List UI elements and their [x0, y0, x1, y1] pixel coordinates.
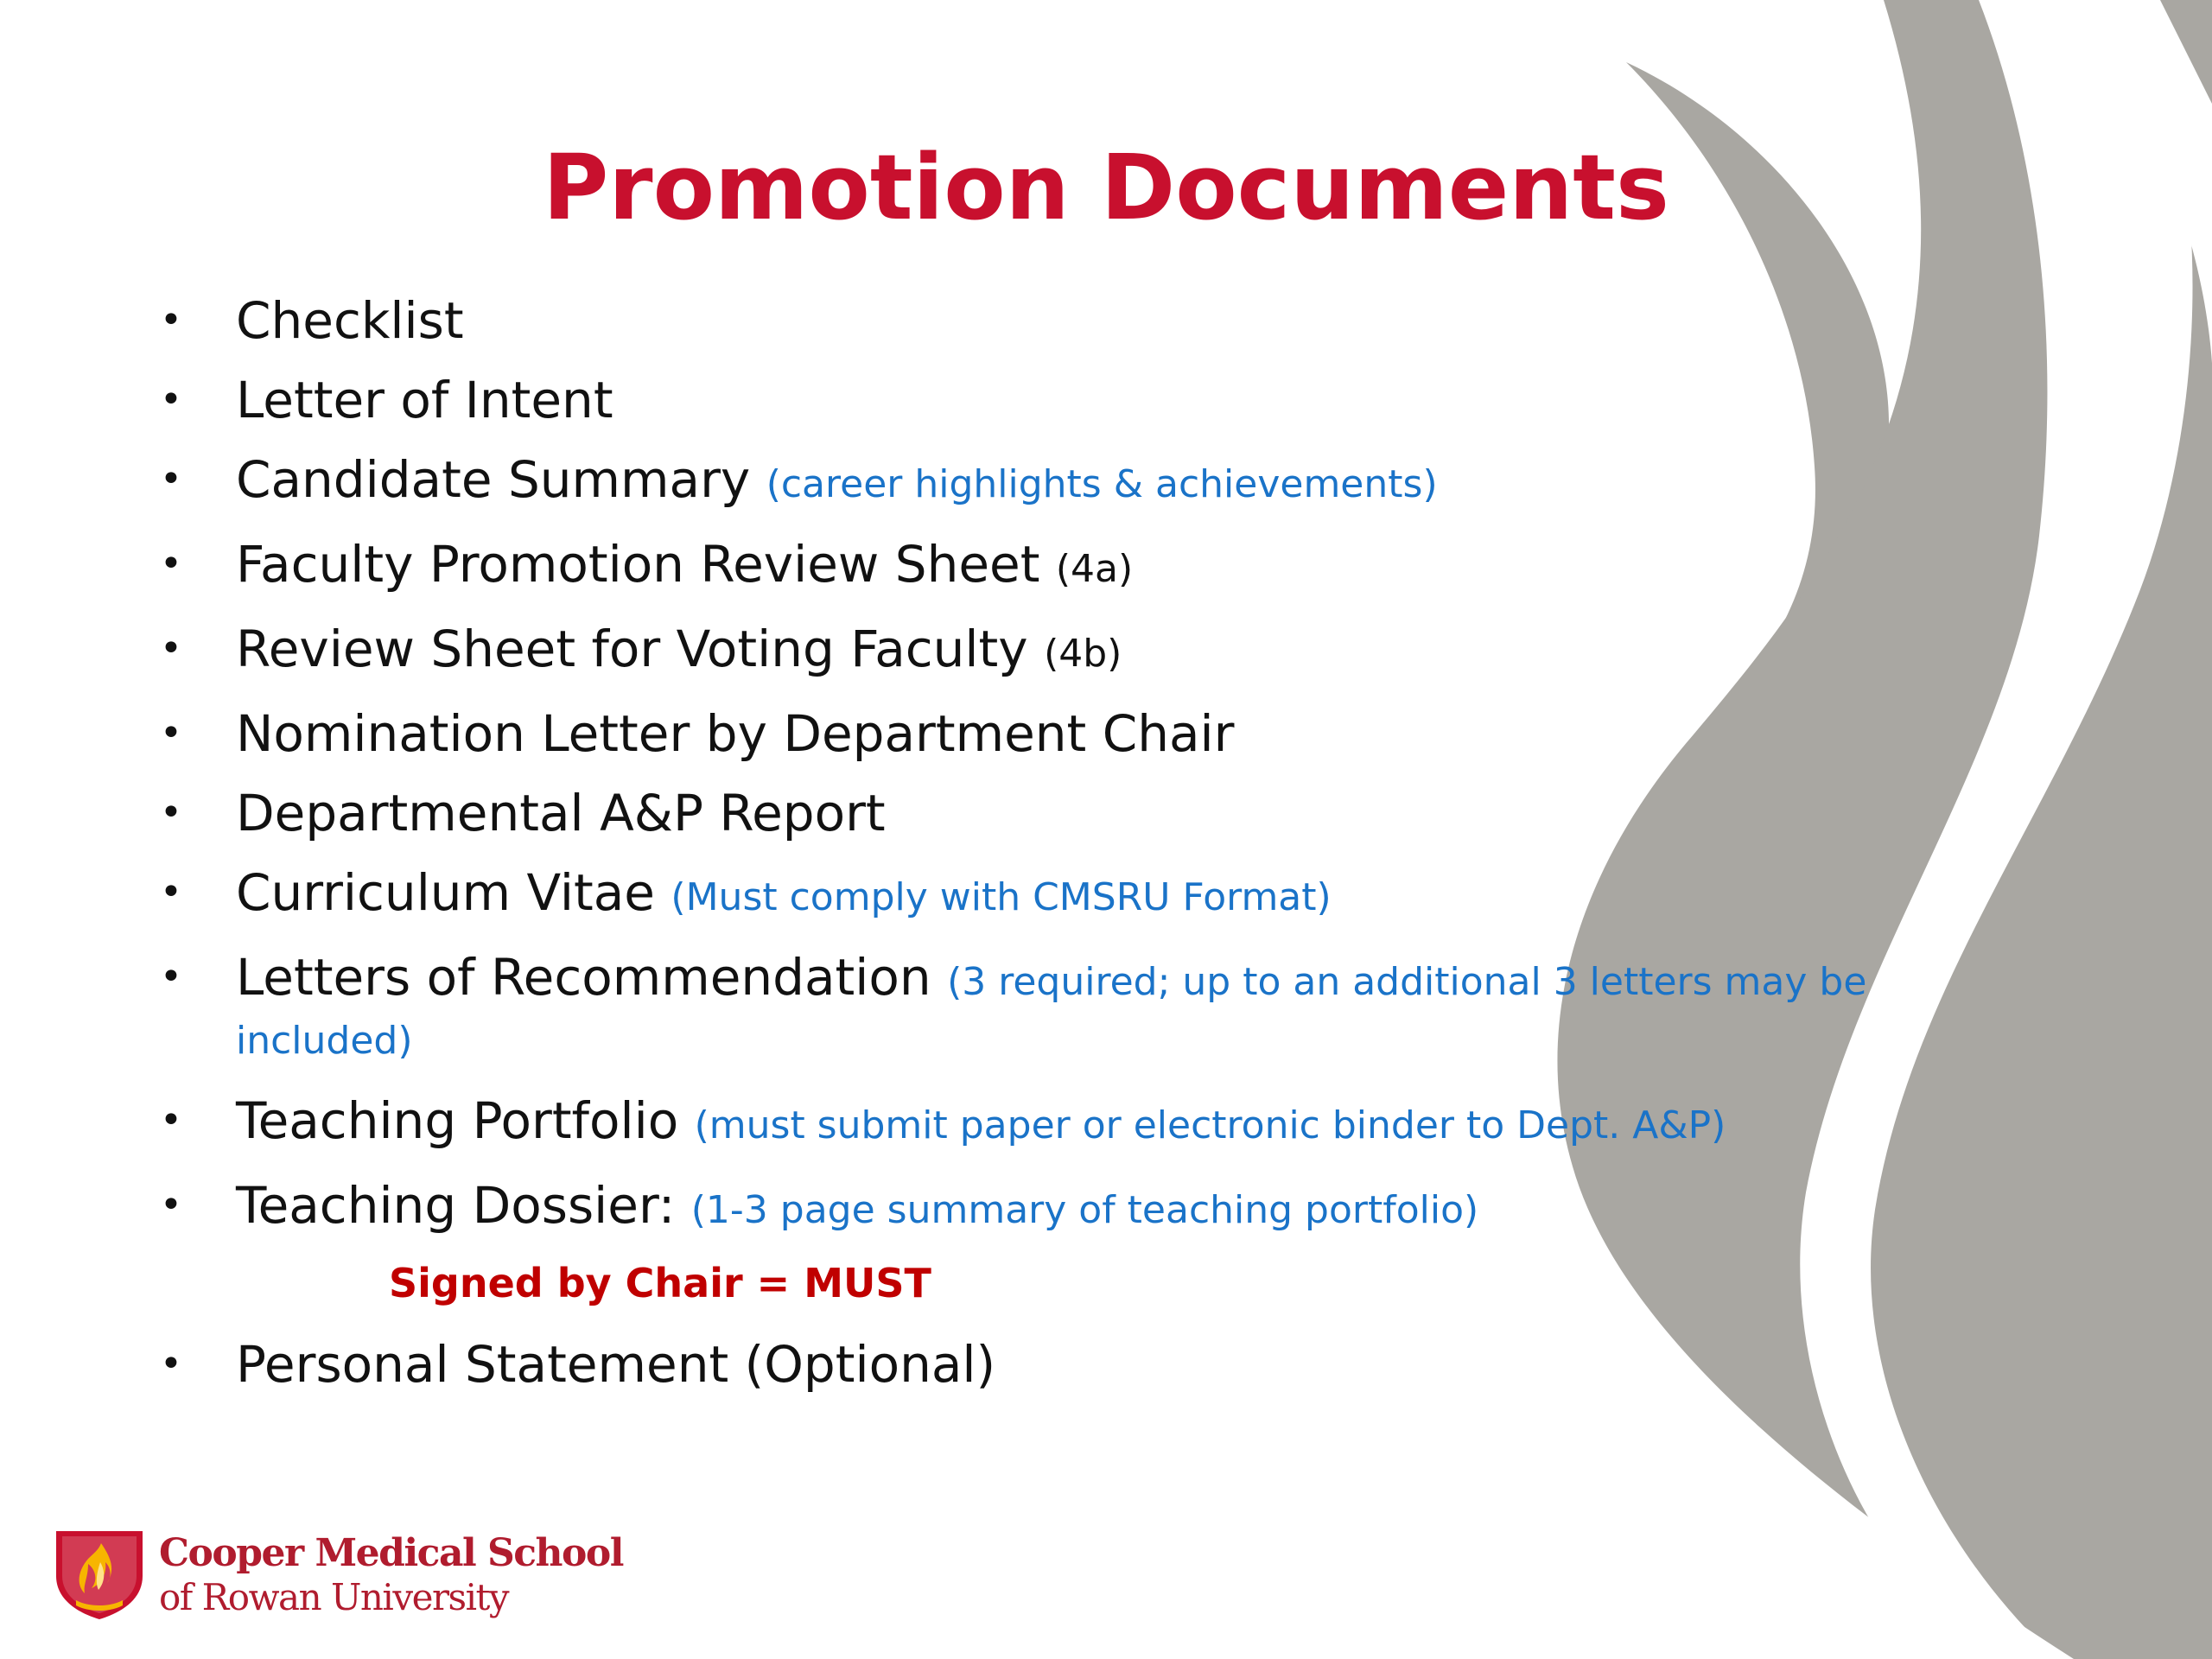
item-label: Teaching Portfolio	[236, 1091, 695, 1150]
logo-university-name: of Rowan University	[159, 1576, 509, 1618]
item-note: (1-3 page summary of teaching portfolio)	[690, 1188, 1479, 1232]
logo-school-name: Cooper Medical School	[159, 1531, 623, 1575]
shield-flame-icon	[54, 1528, 145, 1621]
item-note: (career highlights & achievements)	[766, 462, 1438, 506]
item-note: (4a)	[1055, 547, 1134, 591]
list-item-candidate-summary	[160, 450, 1905, 512]
list-item-ap-report	[160, 786, 1905, 840]
list-item-checklist	[160, 291, 1905, 350]
bullet-icon: •	[160, 1098, 182, 1142]
bullet-icon: •	[160, 1342, 182, 1386]
item-label: Letters of Recommendation	[236, 948, 948, 1007]
list-item-recommendation-letters	[160, 950, 1905, 1068]
signed-by-chair-note: Signed by Chair = MUST	[389, 1260, 931, 1306]
bullet-icon: •	[160, 1183, 182, 1227]
list-item-personal-statement	[160, 1335, 1905, 1394]
bullet-icon: •	[160, 378, 182, 422]
bullet-icon: •	[160, 457, 182, 501]
item-note: (must submit paper or electronic binder to Dept. A&P)	[694, 1103, 1726, 1147]
item-label: Teaching Dossier:	[236, 1176, 691, 1235]
item-label: Checklist	[236, 291, 464, 350]
bullet-icon: •	[160, 626, 182, 671]
item-label: Letter of Intent	[236, 371, 613, 429]
item-label: Review Sheet for Voting Faculty	[236, 620, 1045, 678]
item-label: Personal Statement (Optional)	[236, 1335, 996, 1394]
item-note: (3 required; up to an additional 3 letters may be included)	[236, 960, 1867, 1063]
item-label: Nomination Letter by Department Chair	[236, 704, 1235, 763]
item-note: (4b)	[1044, 632, 1122, 676]
bullet-icon: •	[160, 955, 182, 999]
item-label: Candidate Summary	[236, 450, 766, 509]
list-item-voting-review-sheet	[160, 622, 1905, 681]
bullet-icon: •	[160, 791, 182, 835]
item-label: Curriculum Vitae	[236, 863, 671, 922]
document-list	[160, 291, 1905, 1417]
slide-title: Promotion Documents	[543, 135, 1669, 240]
list-item-nomination-letter	[160, 704, 1905, 763]
bullet-icon: •	[160, 298, 182, 342]
bullet-icon: •	[160, 542, 182, 586]
list-item-faculty-review-sheet	[160, 537, 1905, 596]
list-item-teaching-dossier	[160, 1176, 1905, 1237]
item-label: Faculty Promotion Review Sheet	[236, 535, 1056, 594]
bullet-icon: •	[160, 870, 182, 914]
list-item-teaching-portfolio	[160, 1091, 1905, 1153]
school-logo	[54, 1528, 623, 1623]
list-item-curriculum-vitae	[160, 863, 1905, 925]
list-item-letter-of-intent	[160, 373, 1905, 427]
bullet-icon: •	[160, 711, 182, 755]
item-label: Departmental A&P Report	[236, 784, 886, 842]
item-note: (Must comply with CMSRU Format)	[671, 875, 1332, 919]
